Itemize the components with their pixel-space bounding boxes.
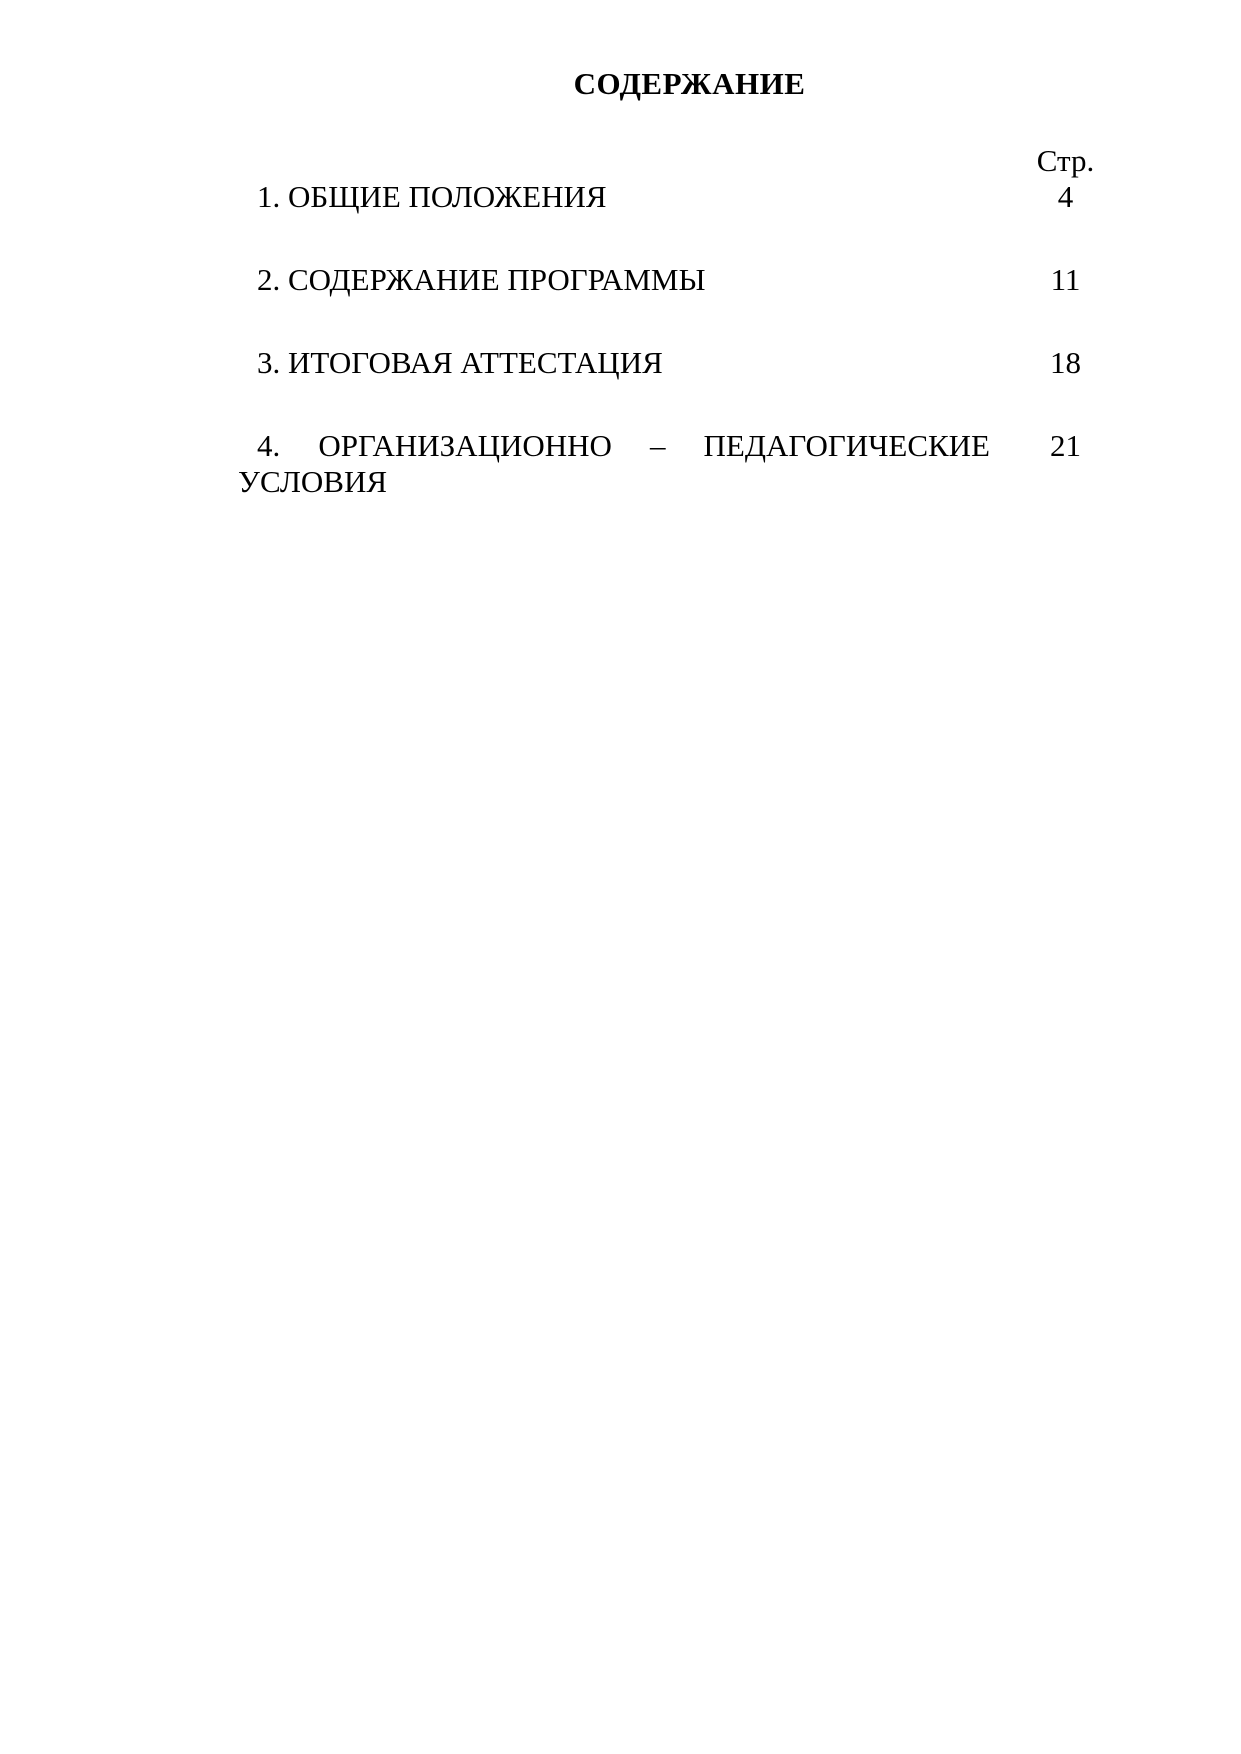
toc-item-page-number: 4 — [1057, 179, 1074, 214]
table-of-contents — [238, 143, 1141, 500]
page-title: СОДЕРЖАНИЕ — [573, 66, 806, 101]
toc-item — [238, 262, 1141, 298]
toc-item-label: 3. ИТОГОВАЯ АТТЕСТАЦИЯ — [257, 345, 663, 380]
toc-item — [238, 428, 1141, 500]
toc-item-page-number: 21 — [1050, 428, 1081, 463]
toc-item-label: 1. ОБЩИЕ ПОЛОЖЕНИЯ — [257, 179, 607, 214]
toc-item — [238, 345, 1141, 381]
page-column-header: Стр. — [1036, 143, 1095, 178]
toc-item-label: 4. ОРГАНИЗАЦИОННО – ПЕДАГОГИЧЕСКИЕ УСЛОВИЯ — [238, 428, 990, 499]
toc-item-label: 2. СОДЕРЖАНИЕ ПРОГРАММЫ — [257, 262, 706, 297]
toc-header-row — [238, 143, 1141, 179]
toc-item-page-number: 18 — [1050, 345, 1081, 380]
toc-item — [238, 179, 1141, 215]
toc-item-page-number: 11 — [1050, 262, 1081, 297]
